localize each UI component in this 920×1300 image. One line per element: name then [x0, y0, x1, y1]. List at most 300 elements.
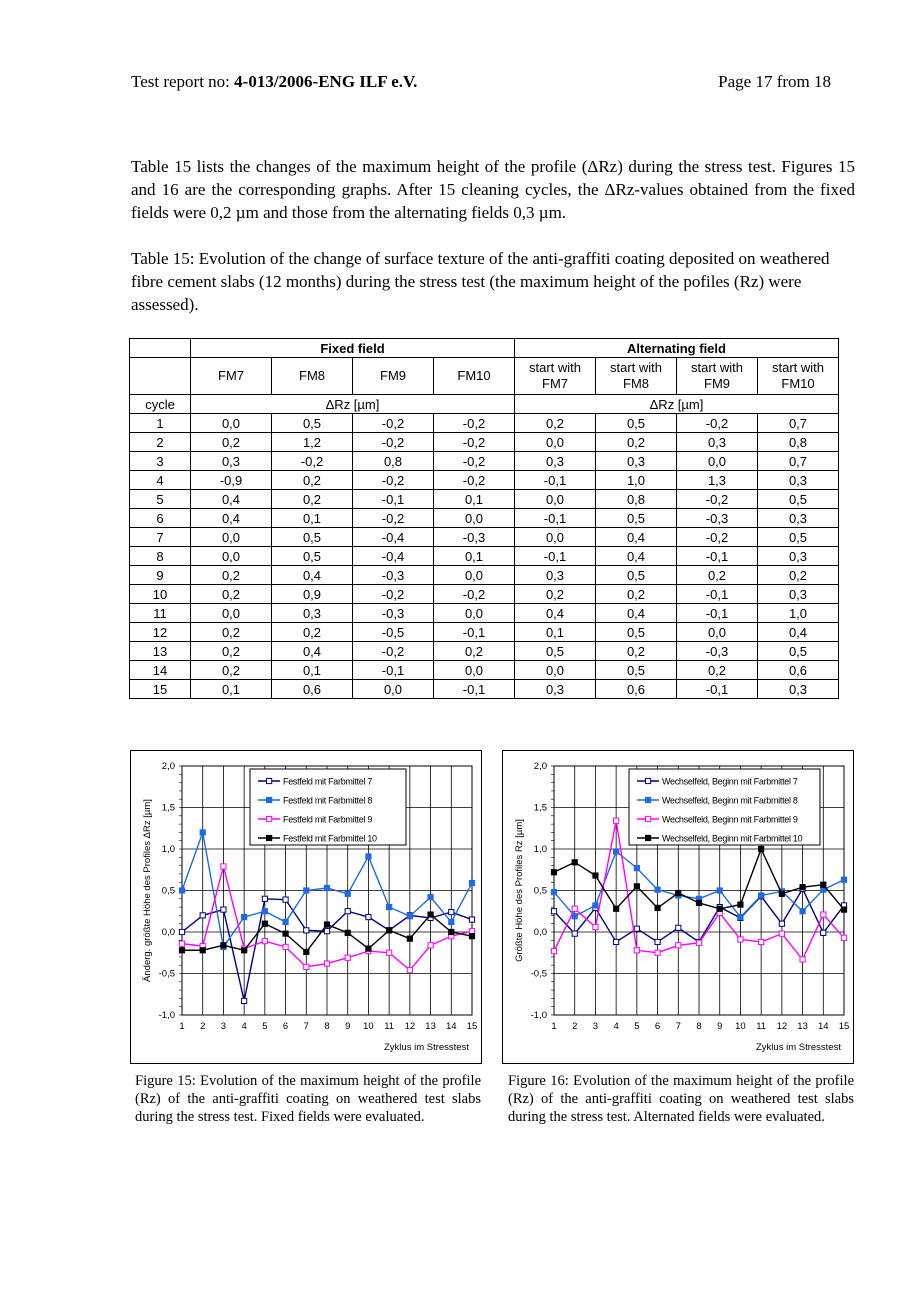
- data-point: [614, 939, 619, 944]
- y-tick-label: 2,0: [161, 761, 175, 772]
- legend-marker: [267, 835, 272, 840]
- figure-15-caption: Figure 15: Evolution of the maximum height of the profile (Rz) of the anti-graffiti coating on weathered test slabs during the stress test. Fixed fields were evaluated.: [135, 1073, 481, 1125]
- data-point: [469, 929, 474, 934]
- value-cell: -0,1: [515, 471, 596, 490]
- table-row: [130, 566, 839, 585]
- x-tick-label: 7: [675, 1021, 681, 1032]
- value-cell: -0,2: [677, 528, 758, 547]
- value-cell: 0,3: [191, 452, 272, 471]
- legend-label: Wechselfeld, Beginn mit Farbmittel 7: [662, 776, 798, 787]
- fixed-field-header: Fixed field: [191, 339, 515, 358]
- figure-16-caption: Figure 16: Evolution of the maximum height of the profile (Rz) of the anti-graffiti coating on weathered test slabs during the stress test. Alternated fields were evaluated.: [508, 1073, 854, 1125]
- data-point: [676, 925, 681, 930]
- y-tick-label: -0,5: [158, 968, 175, 980]
- data-point: [779, 921, 784, 926]
- data-point: [179, 929, 184, 934]
- value-cell: 0,3: [515, 680, 596, 699]
- data-point: [262, 896, 267, 901]
- value-cell: 0,2: [677, 661, 758, 680]
- y-tick-label: -1,0: [530, 1010, 547, 1021]
- value-cell: 0,2: [596, 642, 677, 661]
- column-header-row: [130, 358, 839, 395]
- results-table: [129, 338, 839, 699]
- value-cell: 0,5: [515, 642, 596, 661]
- value-cell: -0,2: [677, 414, 758, 433]
- data-point: [345, 891, 350, 896]
- corner-cell: [130, 339, 191, 358]
- data-point: [676, 890, 681, 895]
- value-cell: 0,0: [191, 547, 272, 566]
- value-cell: 0,0: [434, 566, 515, 585]
- data-point: [387, 950, 392, 955]
- value-cell: 0,1: [434, 547, 515, 566]
- value-cell: 1,3: [677, 471, 758, 490]
- data-point: [572, 906, 577, 911]
- x-tick-label: 5: [262, 1021, 268, 1032]
- value-cell: 0,0: [191, 414, 272, 433]
- table-row: [130, 528, 839, 547]
- value-cell: 0,5: [758, 528, 839, 547]
- value-cell: -0,5: [353, 623, 434, 642]
- value-cell: 0,5: [596, 661, 677, 680]
- x-tick-label: 5: [634, 1021, 640, 1032]
- data-point: [179, 888, 184, 893]
- x-tick-label: 3: [220, 1021, 227, 1032]
- table-row: [130, 490, 839, 509]
- data-point: [841, 935, 846, 940]
- data-point: [200, 913, 205, 918]
- value-cell: -0,1: [434, 680, 515, 699]
- y-tick-label: 2,0: [533, 761, 547, 772]
- data-point: [593, 873, 598, 878]
- data-point: [179, 948, 184, 953]
- cycle-cell: 15: [130, 680, 191, 699]
- data-point: [345, 955, 350, 960]
- value-cell: 0,6: [596, 680, 677, 699]
- cycle-cell: 5: [130, 490, 191, 509]
- data-point: [262, 909, 267, 914]
- data-point: [428, 943, 433, 948]
- x-tick-label: 10: [363, 1021, 374, 1032]
- y-tick-label: -0,5: [530, 968, 547, 980]
- x-tick-label: 9: [717, 1021, 723, 1032]
- data-point: [634, 884, 639, 889]
- value-cell: -0,3: [353, 566, 434, 585]
- legend-label: Wechselfeld, Beginn mit Farbmittel 9: [662, 814, 798, 825]
- value-cell: 0,2: [596, 433, 677, 452]
- value-cell: 0,4: [191, 509, 272, 528]
- x-tick-label: 14: [445, 1021, 457, 1032]
- legend-marker: [267, 797, 272, 802]
- value-cell: -0,1: [515, 547, 596, 566]
- data-point: [614, 818, 619, 823]
- data-point: [366, 914, 371, 919]
- data-point: [304, 964, 309, 969]
- value-cell: -0,2: [434, 585, 515, 604]
- table-row: [130, 604, 839, 623]
- y-tick-label: 0,0: [161, 927, 175, 938]
- value-cell: 0,3: [758, 509, 839, 528]
- x-tick-label: 10: [735, 1021, 746, 1032]
- value-cell: 0,3: [515, 452, 596, 471]
- legend-marker: [267, 778, 272, 783]
- x-tick-label: 8: [324, 1021, 330, 1032]
- report-number-line: [131, 72, 417, 92]
- page-number: Page 17 from 18: [718, 72, 831, 91]
- data-point: [221, 943, 226, 948]
- data-point: [634, 926, 639, 931]
- data-point: [407, 936, 412, 941]
- data-point: [304, 949, 309, 954]
- value-cell: 0,1: [515, 623, 596, 642]
- table-row: [130, 414, 839, 433]
- alternating-field-header: Alternating field: [515, 339, 839, 358]
- value-cell: 0,1: [191, 680, 272, 699]
- legend-label: Festfeld mit Farbmittel 8: [283, 795, 373, 806]
- data-point: [324, 929, 329, 934]
- legend-label: Wechselfeld, Beginn mit Farbmittel 8: [662, 795, 798, 806]
- x-tick-label: 6: [654, 1021, 661, 1032]
- value-cell: 0,0: [191, 604, 272, 623]
- x-tick-label: 15: [838, 1021, 850, 1032]
- corner-cell: [130, 358, 191, 395]
- data-point: [841, 877, 846, 882]
- value-cell: 0,4: [272, 642, 353, 661]
- value-cell: 0,3: [515, 566, 596, 585]
- data-point: [283, 919, 288, 924]
- data-point: [366, 946, 371, 951]
- x-tick-label: 1: [551, 1021, 557, 1032]
- data-point: [551, 909, 556, 914]
- y-tick-label: 0,5: [533, 885, 547, 897]
- table-row: [130, 433, 839, 452]
- value-cell: 0,7: [758, 452, 839, 471]
- x-axis-label: Zyklus im Stresstest: [756, 1042, 841, 1053]
- x-tick-label: 13: [797, 1021, 808, 1032]
- data-point: [469, 880, 474, 885]
- data-point: [449, 909, 454, 914]
- table-row: [130, 661, 839, 680]
- value-cell: -0,2: [353, 433, 434, 452]
- value-cell: 0,2: [272, 471, 353, 490]
- x-tick-label: 7: [303, 1021, 309, 1032]
- data-point: [759, 939, 764, 944]
- table-row: [130, 452, 839, 471]
- data-point: [779, 931, 784, 936]
- value-cell: 0,1: [272, 509, 353, 528]
- cycle-cell: 8: [130, 547, 191, 566]
- data-point: [821, 930, 826, 935]
- column-header: FM7: [191, 358, 272, 395]
- data-point: [283, 944, 288, 949]
- data-point: [634, 948, 639, 953]
- table-row: [130, 623, 839, 642]
- y-tick-label: 0,5: [161, 885, 175, 897]
- cycle-cell: 9: [130, 566, 191, 585]
- value-cell: 0,3: [758, 585, 839, 604]
- x-tick-label: 4: [613, 1021, 619, 1032]
- value-cell: -0,2: [353, 585, 434, 604]
- data-point: [324, 922, 329, 927]
- value-cell: -0,3: [434, 528, 515, 547]
- legend-marker: [267, 816, 272, 821]
- value-cell: 0,1: [434, 490, 515, 509]
- column-header: FM8: [272, 358, 353, 395]
- value-cell: 0,2: [191, 566, 272, 585]
- data-point: [696, 940, 701, 945]
- value-cell: 0,0: [677, 452, 758, 471]
- value-cell: -0,2: [677, 490, 758, 509]
- data-point: [428, 895, 433, 900]
- value-cell: 0,2: [515, 414, 596, 433]
- value-cell: 1,0: [758, 604, 839, 623]
- data-point: [779, 891, 784, 896]
- data-point: [469, 917, 474, 922]
- data-point: [428, 912, 433, 917]
- value-cell: -0,4: [353, 547, 434, 566]
- table-title: Table 15: Evolution of the change of surface texture of the anti-graffiti coating deposited on weathered fibre cement slabs (12 months) during the stress test (the maximum height of the pofiles (Rz) were assessed).: [131, 249, 830, 314]
- value-cell: 0,5: [596, 566, 677, 585]
- y-axis-label: Größte Höhe des Profiles Rz [µm]: [514, 819, 525, 962]
- value-cell: 0,3: [677, 433, 758, 452]
- value-cell: 0,4: [596, 528, 677, 547]
- data-point: [387, 905, 392, 910]
- data-point: [800, 885, 805, 890]
- data-point: [759, 846, 764, 851]
- value-cell: -0,1: [353, 490, 434, 509]
- data-point: [800, 909, 805, 914]
- value-cell: 0,2: [191, 661, 272, 680]
- legend-label: Festfeld mit Farbmittel 9: [283, 814, 373, 825]
- value-cell: 0,8: [596, 490, 677, 509]
- data-point: [242, 914, 247, 919]
- value-cell: 0,2: [596, 585, 677, 604]
- cycle-cell: 1: [130, 414, 191, 433]
- x-tick-label: 3: [592, 1021, 599, 1032]
- value-cell: -0,2: [353, 471, 434, 490]
- unit-label-alternating: ΔRz [µm]: [515, 395, 839, 414]
- data-point: [593, 903, 598, 908]
- data-point: [800, 957, 805, 962]
- data-point: [655, 905, 660, 910]
- cycle-cell: 3: [130, 452, 191, 471]
- x-tick-label: 2: [200, 1021, 206, 1032]
- cycle-cell: 11: [130, 604, 191, 623]
- value-cell: 0,0: [515, 528, 596, 547]
- value-cell: -0,2: [434, 452, 515, 471]
- x-tick-label: 13: [425, 1021, 436, 1032]
- value-cell: 0,0: [677, 623, 758, 642]
- value-cell: -0,2: [353, 414, 434, 433]
- table-row: [130, 471, 839, 490]
- data-point: [738, 914, 743, 919]
- value-cell: 0,3: [272, 604, 353, 623]
- y-tick-label: 1,5: [161, 802, 175, 814]
- value-cell: 0,2: [272, 623, 353, 642]
- data-point: [676, 943, 681, 948]
- report-number: 4-013/2006-ENG ILF e.V.: [234, 72, 418, 91]
- value-cell: 0,7: [758, 414, 839, 433]
- value-cell: -0,3: [677, 509, 758, 528]
- value-cell: 0,3: [596, 452, 677, 471]
- data-point: [324, 961, 329, 966]
- data-point: [572, 914, 577, 919]
- value-cell: 0,5: [272, 414, 353, 433]
- data-point: [821, 882, 826, 887]
- value-cell: -0,1: [677, 604, 758, 623]
- data-point: [551, 870, 556, 875]
- value-cell: 0,3: [758, 547, 839, 566]
- legend-marker: [646, 797, 651, 802]
- table-row: [130, 642, 839, 661]
- table-row: [130, 680, 839, 699]
- table-row: [130, 547, 839, 566]
- column-header: FM10: [434, 358, 515, 395]
- data-point: [449, 929, 454, 934]
- legend-marker: [646, 778, 651, 783]
- data-point: [221, 864, 226, 869]
- value-cell: 0,5: [758, 642, 839, 661]
- table-row: [130, 585, 839, 604]
- value-cell: 0,5: [272, 528, 353, 547]
- data-point: [738, 902, 743, 907]
- x-tick-label: 14: [817, 1021, 829, 1032]
- data-point: [345, 930, 350, 935]
- value-cell: -0,1: [515, 509, 596, 528]
- data-point: [738, 937, 743, 942]
- x-tick-label: 9: [345, 1021, 351, 1032]
- table-row: [130, 509, 839, 528]
- value-cell: 0,0: [515, 490, 596, 509]
- value-cell: 0,2: [191, 642, 272, 661]
- data-point: [634, 865, 639, 870]
- x-tick-label: 12: [776, 1021, 788, 1032]
- data-point: [655, 887, 660, 892]
- data-point: [717, 906, 722, 911]
- cycle-cell: 14: [130, 661, 191, 680]
- value-cell: -0,4: [353, 528, 434, 547]
- data-point: [283, 931, 288, 936]
- value-cell: 0,4: [272, 566, 353, 585]
- unit-row: [130, 395, 839, 414]
- value-cell: -0,3: [353, 604, 434, 623]
- value-cell: -0,2: [434, 471, 515, 490]
- x-tick-label: 11: [756, 1021, 767, 1032]
- value-cell: -0,2: [434, 433, 515, 452]
- x-tick-label: 8: [696, 1021, 702, 1032]
- value-cell: 0,5: [596, 414, 677, 433]
- value-cell: 0,8: [758, 433, 839, 452]
- value-cell: 0,9: [272, 585, 353, 604]
- value-cell: -0,1: [677, 585, 758, 604]
- value-cell: 0,0: [515, 661, 596, 680]
- data-point: [614, 849, 619, 854]
- column-header: start with FM8: [596, 358, 677, 395]
- value-cell: 0,0: [434, 661, 515, 680]
- x-tick-label: 4: [241, 1021, 247, 1032]
- value-cell: -0,1: [434, 623, 515, 642]
- value-cell: 0,6: [272, 680, 353, 699]
- data-point: [304, 888, 309, 893]
- value-cell: 0,2: [515, 585, 596, 604]
- data-point: [655, 950, 660, 955]
- x-tick-label: 11: [384, 1021, 395, 1032]
- value-cell: 0,2: [677, 566, 758, 585]
- value-cell: 0,4: [596, 547, 677, 566]
- column-header: start with FM9: [677, 358, 758, 395]
- y-tick-label: 1,0: [533, 844, 547, 855]
- value-cell: 0,2: [434, 642, 515, 661]
- data-point: [242, 948, 247, 953]
- legend-label: Wechselfeld, Beginn mit Farbmittel 10: [662, 833, 803, 844]
- unit-label-fixed: ΔRz [µm]: [191, 395, 515, 414]
- y-tick-label: 0,0: [533, 927, 547, 938]
- data-point: [759, 893, 764, 898]
- value-cell: -0,1: [677, 547, 758, 566]
- column-header: start with FM7: [515, 358, 596, 395]
- data-point: [696, 900, 701, 905]
- page-header: [131, 72, 831, 94]
- figure-16-svg: [503, 751, 853, 1063]
- data-point: [841, 907, 846, 912]
- data-point: [242, 998, 247, 1003]
- y-tick-label: -1,0: [158, 1010, 175, 1021]
- value-cell: 1,0: [596, 471, 677, 490]
- body-paragraph: Table 15 lists the changes of the maximum height of the profile (ΔRz) during the stress test. Figures 15 and 16 are the corresponding graphs. After 15 cleaning cycles, the ΔRz-values obtained from the fixed fields were 0,2 µm and those from the alternating fields 0,3 µm.: [131, 157, 855, 222]
- value-cell: -0,2: [353, 509, 434, 528]
- value-cell: 0,5: [272, 547, 353, 566]
- value-cell: 0,0: [434, 509, 515, 528]
- data-point: [551, 890, 556, 895]
- figure-15-svg: [131, 751, 481, 1063]
- data-point: [304, 928, 309, 933]
- data-point: [572, 860, 577, 865]
- data-point: [366, 854, 371, 859]
- value-cell: 0,3: [758, 680, 839, 699]
- value-cell: 0,0: [434, 604, 515, 623]
- value-cell: 0,0: [191, 528, 272, 547]
- data-point: [469, 934, 474, 939]
- value-cell: -0,2: [272, 452, 353, 471]
- data-point: [717, 888, 722, 893]
- value-cell: 0,4: [758, 623, 839, 642]
- cycle-cell: 10: [130, 585, 191, 604]
- value-cell: 0,2: [758, 566, 839, 585]
- data-point: [407, 968, 412, 973]
- data-point: [821, 912, 826, 917]
- data-point: [200, 948, 205, 953]
- cycle-cell: 4: [130, 471, 191, 490]
- value-cell: -0,1: [677, 680, 758, 699]
- value-cell: 0,2: [191, 623, 272, 642]
- cycle-cell: 6: [130, 509, 191, 528]
- data-point: [262, 921, 267, 926]
- x-tick-label: 15: [466, 1021, 478, 1032]
- value-cell: 0,5: [596, 509, 677, 528]
- value-cell: 0,2: [191, 585, 272, 604]
- value-cell: 0,6: [758, 661, 839, 680]
- value-cell: -0,2: [434, 414, 515, 433]
- x-tick-label: 6: [282, 1021, 289, 1032]
- x-axis-label: Zyklus im Stresstest: [384, 1042, 469, 1053]
- legend-label: Festfeld mit Farbmittel 7: [283, 776, 373, 787]
- value-cell: -0,9: [191, 471, 272, 490]
- value-cell: -0,3: [677, 642, 758, 661]
- value-cell: -0,1: [353, 661, 434, 680]
- x-tick-label: 1: [179, 1021, 185, 1032]
- value-cell: 0,4: [191, 490, 272, 509]
- data-point: [345, 909, 350, 914]
